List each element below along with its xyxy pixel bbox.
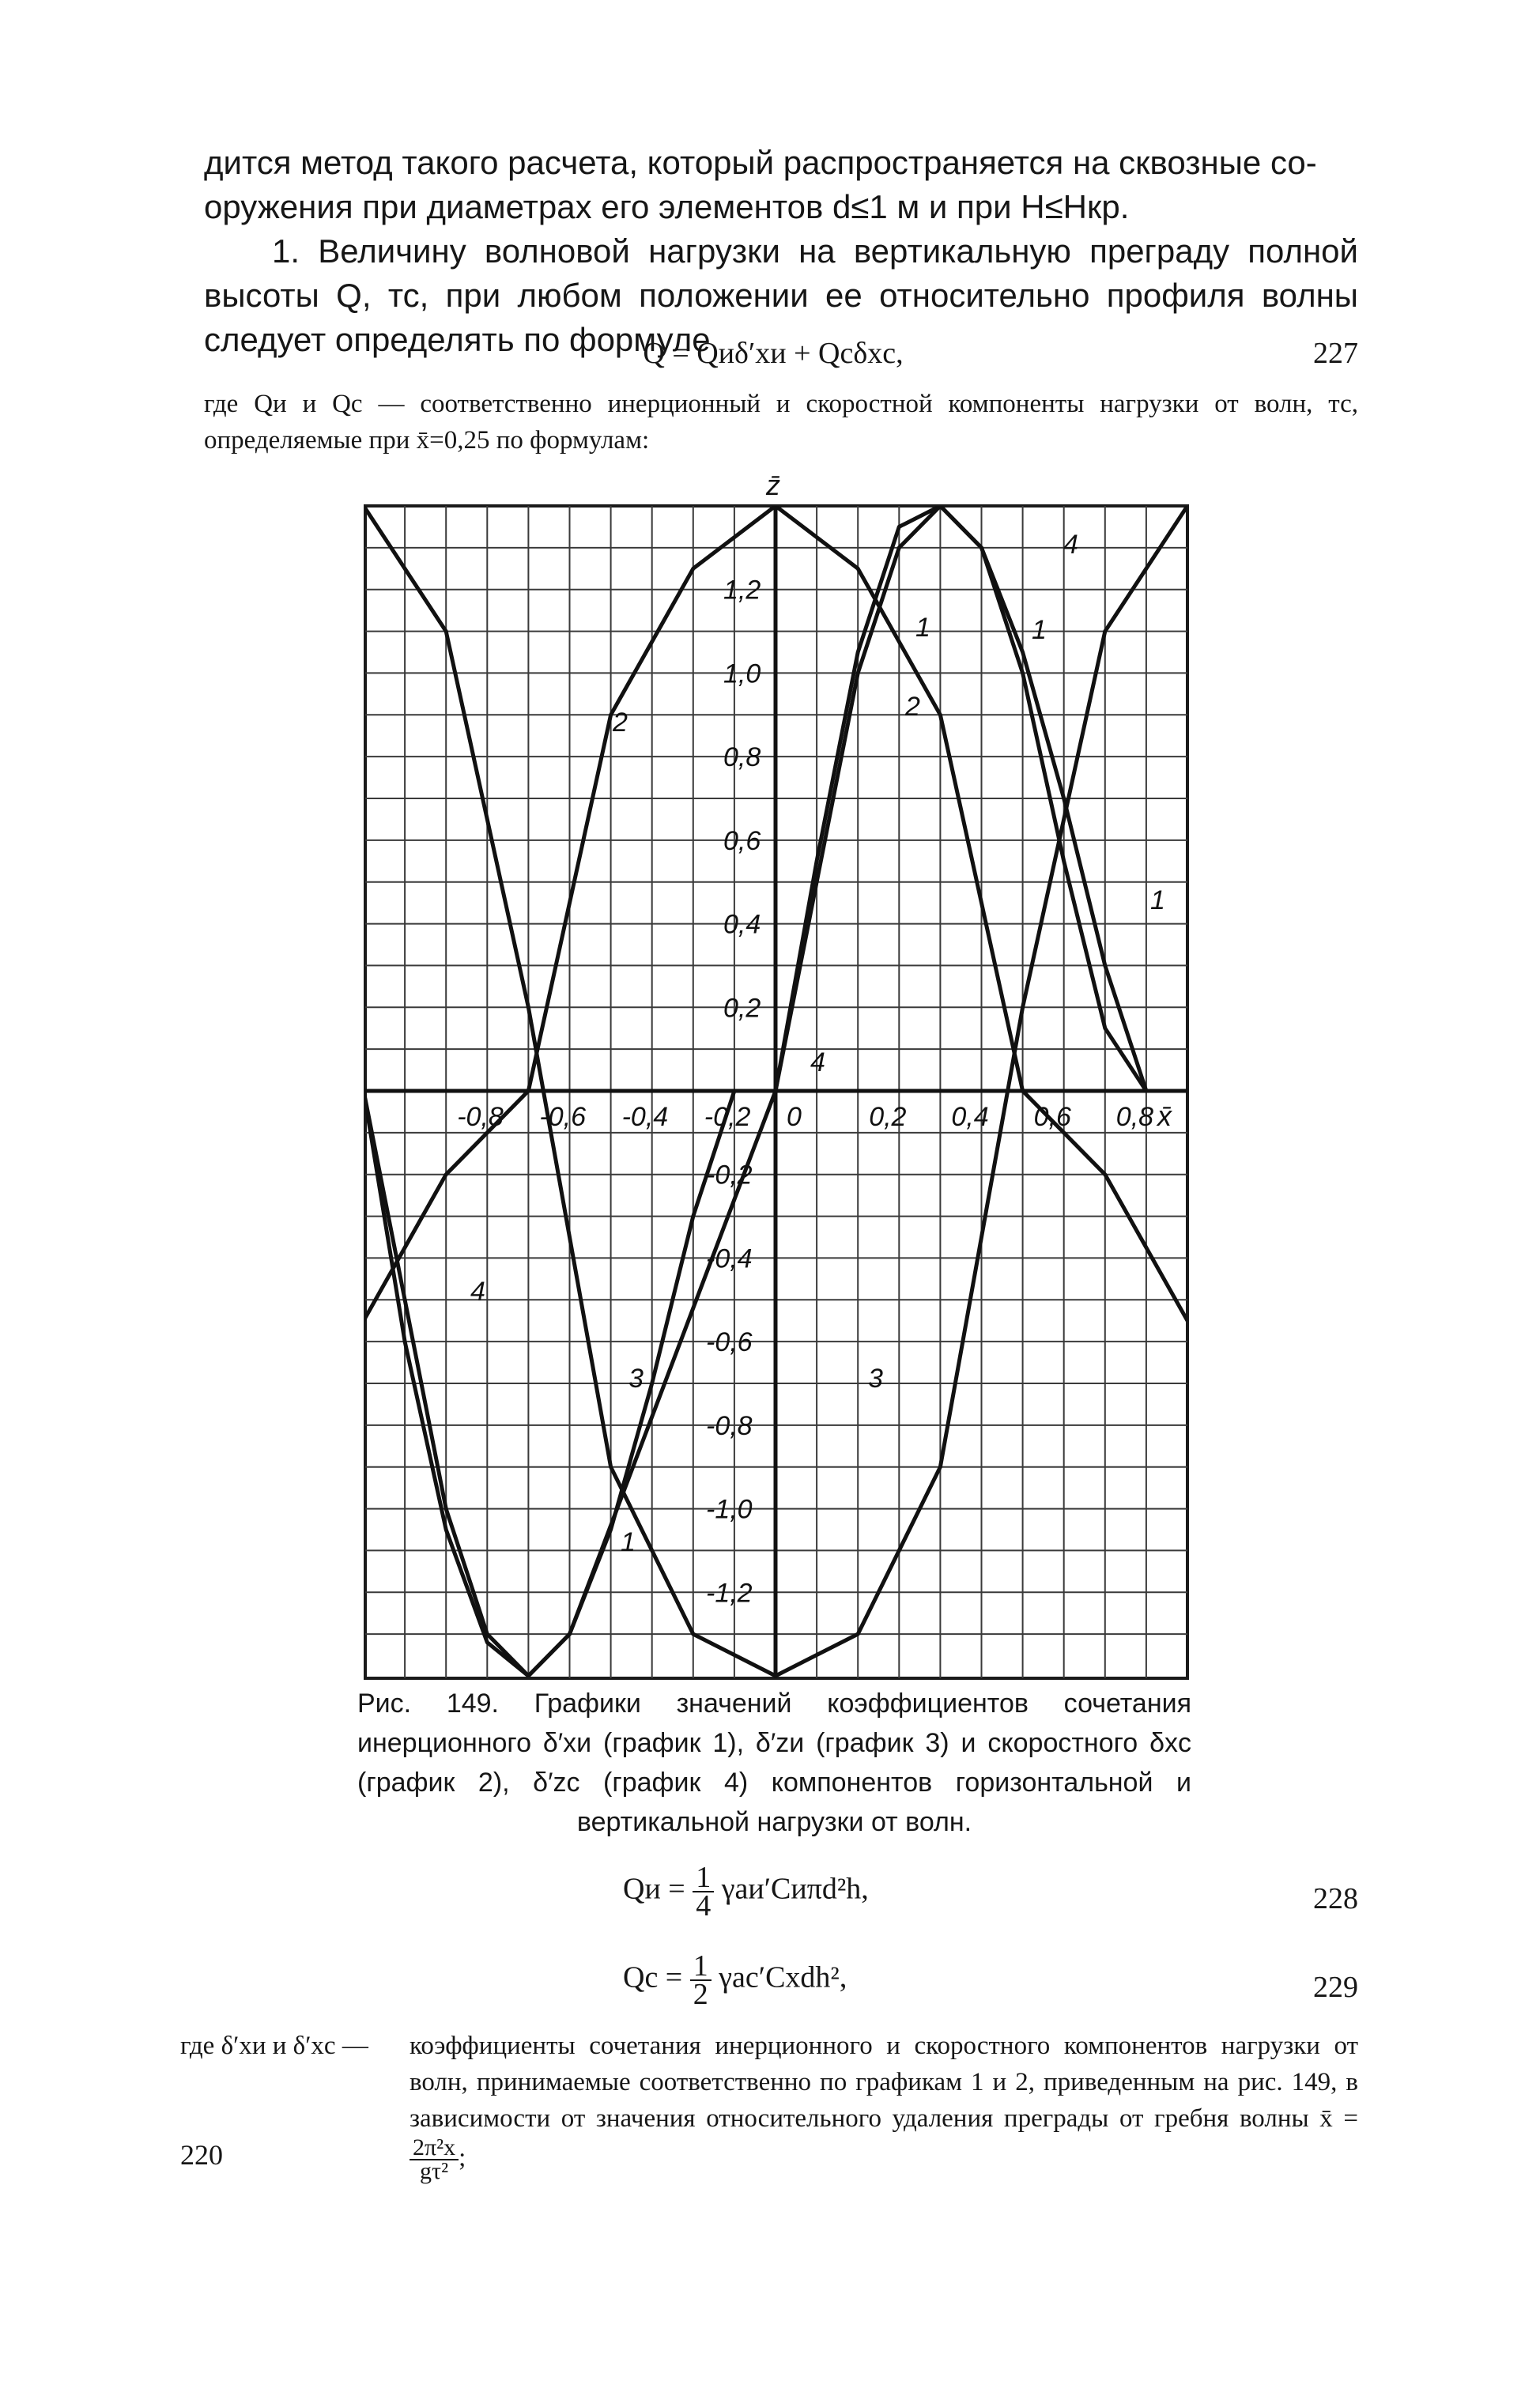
curve-label-4: 4 [810, 1047, 825, 1077]
formula-228 [204, 1861, 1358, 1935]
x-tick-label: 0,4 [951, 1102, 989, 1132]
x-tick-label: -0,8 [457, 1102, 504, 1132]
where-2-expr-numerator: 2π²x [410, 2137, 459, 2160]
intro-line-2: оружения при диаметрах его элементов d≤1 м и при H≤Hкр. [204, 188, 1130, 225]
formula-229-fraction [690, 1949, 711, 2011]
where-2-lead: где δ′xи и δ′xc — [180, 2032, 368, 2060]
curve-label-4: 4 [470, 1277, 485, 1307]
y-tick-label-negative: -1,2 [706, 1578, 753, 1609]
intro-line-1: дится метод такого расчета, который распространяется на сквозные со- [204, 144, 1317, 181]
series-curve-3 [364, 506, 1187, 1676]
formula-228-fraction [693, 1861, 714, 1923]
curve-label-3: 3 [628, 1364, 644, 1394]
figure-caption [357, 1684, 1191, 1842]
formula-229-number: 229 [1313, 1971, 1358, 2004]
y-tick-label-positive: 0,8 [723, 742, 761, 773]
curve-label-1: 1 [1150, 885, 1165, 915]
plot-frame [365, 506, 1187, 1678]
formula-228-rhs: γaи′Cиπd²h, [721, 1872, 869, 1906]
x-tick-label: 0,6 [1033, 1102, 1071, 1132]
y-tick-label-negative: -0,8 [706, 1410, 753, 1441]
y-tick-label-positive: 1,0 [723, 658, 761, 689]
curve-label-3: 3 [868, 1364, 883, 1394]
y-tick-label-positive: 0,2 [723, 993, 761, 1024]
curve-label-1: 1 [621, 1527, 636, 1557]
where-2-expr-denominator: gτ² [420, 2158, 449, 2184]
x-tick-label: -0,2 [704, 1102, 751, 1132]
formula-229-numerator: 1 [690, 1953, 711, 1981]
x-tick-label: 0,2 [869, 1102, 907, 1132]
formula-229-lhs: Qc = [623, 1960, 683, 1994]
formula-229-rhs: γac′Cxdh², [719, 1960, 847, 1994]
formula-227 [204, 336, 1358, 375]
curve-label-2: 2 [613, 708, 628, 738]
x-tick-label: -0,4 [621, 1102, 669, 1132]
where-text-1: где Qи и Qc — соответственно инерционный и скоростной компоненты нагрузки от волн, тс, определяемые при x̄=0,25 по формулам: [204, 390, 1358, 455]
intro-text [204, 141, 1358, 362]
where-2-text: коэффициенты сочетания инерционного и скоростного компонентов нагрузки от волн, принимаемые соответственно по графикам 1 и 2, приведенным на рис. 149, в зависимости от значения относительного удаления преграды от гребня волны [410, 2032, 1358, 2133]
y-tick-label-negative: -0,4 [706, 1243, 753, 1274]
formula-227-expression: Q = Qиδ′xи + Qcδxc, [643, 337, 904, 370]
curve-label-1: 1 [915, 613, 930, 643]
y-axis-label: z̄ [766, 469, 780, 501]
x-axis-label: x̄ [1157, 1100, 1172, 1132]
formula-228-numerator: 1 [693, 1864, 714, 1892]
y-tick-label-positive: 0,4 [723, 909, 761, 940]
formula-228-denominator: 4 [696, 1889, 711, 1923]
formula-227-number: 227 [1313, 337, 1358, 370]
figure-caption-text: Рис. 149. Графики значений коэффициентов сочетания инерционного δ′xи (график 1), δ′zи (график 3) и скоростного δxc (график 2), δ′zc (график 4) компонентов горизонтальной и вертикальной нагрузки от волн. [357, 1689, 1191, 1837]
y-tick-label-positive: 1,2 [723, 575, 761, 606]
x-tick-label: -0,6 [539, 1102, 586, 1132]
where-paragraph-1 [204, 386, 1358, 458]
where-2-body [410, 2028, 1358, 2183]
x-tick-label: 0,8 [1115, 1102, 1154, 1132]
page-number: 220 [180, 2139, 223, 2171]
where-2-expr-end: ; [459, 2143, 466, 2172]
y-tick-label-negative: -0,2 [706, 1160, 753, 1190]
y-tick-label-positive: 0,6 [723, 825, 761, 856]
where-2-expr-lhs: x̄ = [1319, 2104, 1358, 2133]
intro-paragraph: 1. Величину волновой нагрузки на вертикальную преграду полной высоты Q, тс, при любом положении ее относительно профиля волны следует определять по формуле [204, 232, 1358, 358]
formula-228-number: 228 [1313, 1882, 1358, 1915]
y-tick-label-negative: -1,0 [706, 1494, 753, 1525]
formula-229 [204, 1949, 1358, 2024]
series-curve-2 [364, 506, 1187, 1321]
curve-label-1: 1 [1032, 615, 1047, 645]
curve-label-2: 2 [905, 692, 920, 722]
x-tick-label: 0 [787, 1102, 802, 1132]
y-tick-label-negative: -0,6 [706, 1327, 753, 1358]
formula-229-denominator: 2 [693, 1978, 708, 2011]
curve-label-4: 4 [1063, 530, 1078, 560]
series-curve-1 [364, 506, 1187, 1676]
formula-229-expression [623, 1949, 1066, 2011]
formula-228-expression [623, 1861, 1066, 1923]
series-curve-4 [364, 506, 1187, 1676]
formula-228-lhs: Qи = [623, 1872, 685, 1906]
where-2-fraction [410, 2134, 459, 2184]
